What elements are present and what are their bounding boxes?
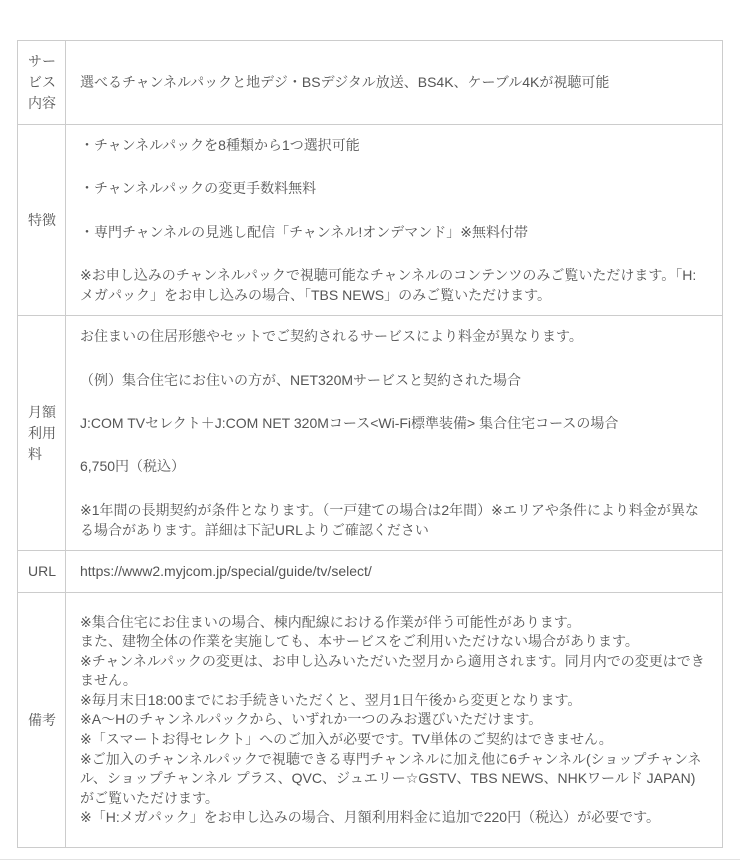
row-paragraph: 6,750円（税込）	[80, 458, 186, 475]
row-paragraph: ※ご加入のチャンネルパックで視聴できる専門チャンネルに加え他に6チャンネル(ショップチャンネル、ショップチャンネル プラス、QVC、ジュエリー☆GSTV、TBS NEWS、NHKワールド JAPAN)がご覧いただけます。	[80, 750, 702, 806]
row-label: 備考	[18, 593, 66, 848]
row-paragraph: https://www2.myjcom.jp/special/guide/tv/select/	[80, 562, 372, 579]
row-paragraph: ・チャンネルパックを8種類から1つ選択可能	[80, 137, 360, 153]
row-label: URL	[18, 551, 66, 593]
row-paragraph: J:COM TVセレクト＋J:COM NET 320Mコース<Wi-Fi標準装備> 集合住宅コースの場合	[80, 415, 619, 432]
row-content	[66, 41, 723, 125]
table-row	[18, 551, 723, 593]
row-content	[66, 551, 723, 593]
row-paragraph: ・チャンネルパックの変更手数料無料	[80, 180, 317, 197]
row-paragraph: お住まいの住居形態やセットでご契約されるサービスにより料金が異なります。	[80, 328, 583, 345]
row-content	[66, 316, 723, 551]
row-paragraph: ※「スマートお得セレクト」へのご加入が必要です。TV単体のご契約はできません。	[80, 731, 613, 748]
row-content	[66, 593, 723, 848]
row-paragraph: （例）集合住宅にお住いの方が、NET320Mサービスと契約された場合	[80, 371, 522, 388]
table-row	[18, 316, 723, 551]
row-label: 月額利用料	[18, 316, 66, 551]
row-paragraph: また、建物全体の作業を実施しても、本サービスをご利用いただけない場合があります。	[80, 633, 639, 650]
row-paragraph: ※チャンネルパックの変更は、お申し込みいただいた翌月から適用されます。同月内での変更はできません。	[80, 652, 705, 689]
service-info-table	[17, 40, 723, 848]
row-paragraph: ・専門チャンネルの見逃し配信「チャンネル!オンデマンド」※無料付帯	[80, 223, 528, 240]
table-row	[18, 41, 723, 125]
row-paragraph: ※「H:メガパック」をお申し込みの場合、月額利用料金に追加で220円（税込）が必要です。	[80, 809, 660, 826]
row-paragraph: ※毎月末日18:00までにお手続きいただくと、翌月1日午後から変更となります。	[80, 691, 582, 708]
row-paragraph: 選べるチャンネルパックと地デジ・BSデジタル放送、BS4K、ケーブル4Kが視聴可能	[80, 74, 610, 91]
table-body	[18, 41, 723, 848]
row-paragraph: ※1年間の長期契約が条件となります。（一戸建ての場合は2年間）※エリアや条件により料金が異なる場合があります。詳細は下記URLよりご確認ください	[80, 501, 699, 538]
row-paragraph: ※A～Hのチャンネルパックから、いずれか一つのみお選びいただけます。	[80, 711, 543, 728]
table-row	[18, 125, 723, 316]
table-row	[18, 593, 723, 848]
row-label: 特徴	[18, 125, 66, 316]
row-content	[66, 125, 723, 316]
row-label: サービス内容	[18, 41, 66, 125]
row-paragraph: ※集合住宅にお住まいの場合、棟内配線における作業が伴う可能性があります。	[80, 613, 581, 630]
row-paragraph: ※お申し込みのチャンネルパックで視聴可能なチャンネルのコンテンツのみご覧いただけます。「H:メガパック」をお申し込みの場合、「TBS NEWS」のみご覧いただけます。	[80, 266, 697, 304]
